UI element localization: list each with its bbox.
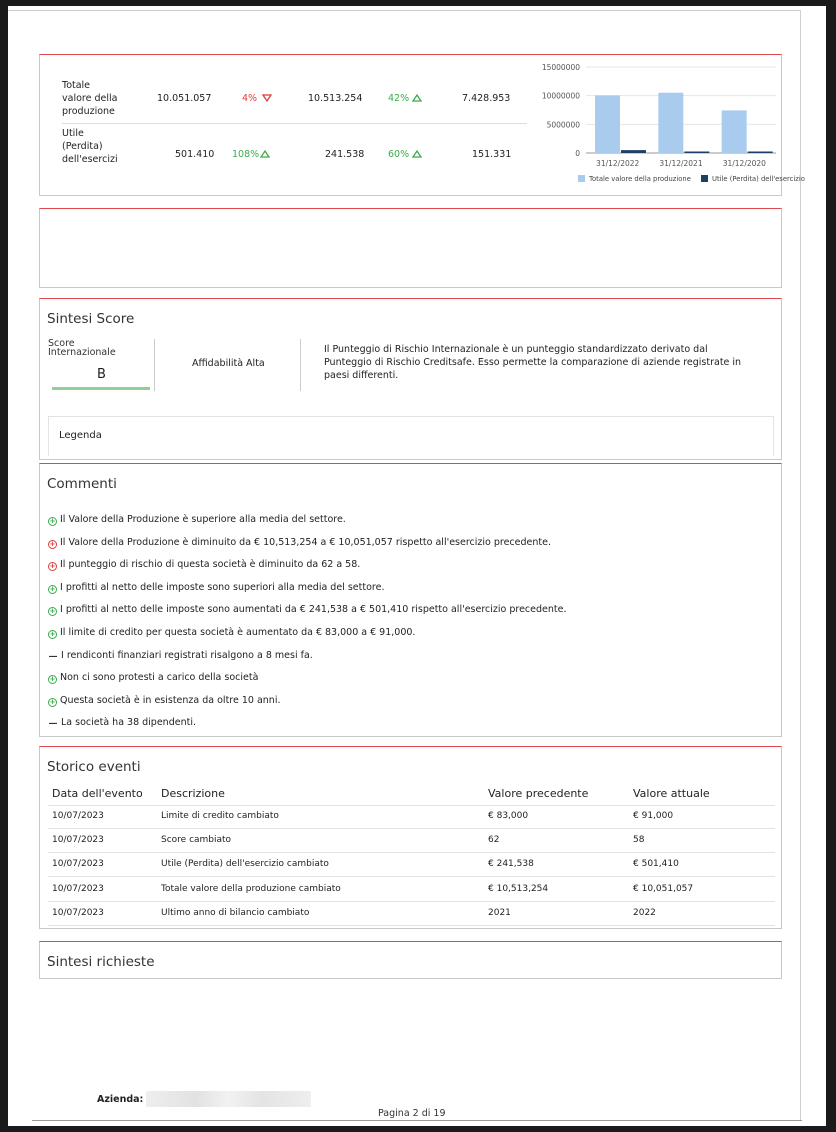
fin-value-2022: 10.051.057 xyxy=(157,93,212,104)
event-cell: Limite di credito cambiato xyxy=(161,811,279,821)
comment-text: Il limite di credito per questa società è aumentato da € 83,000 a € 91,000. xyxy=(60,627,416,638)
column-header: Descrizione xyxy=(161,787,225,800)
fin-label-line: Utile xyxy=(62,128,84,139)
comment-item xyxy=(48,537,551,549)
event-cell: 58 xyxy=(633,835,645,846)
comment-text: I profitti al netto delle imposte sono superiori alla media del settore. xyxy=(60,581,385,593)
bar-profit xyxy=(684,152,709,154)
fin-pct-2: 60% xyxy=(388,149,410,160)
trend-down-icon xyxy=(262,94,272,102)
fin-pct-1: 4% xyxy=(242,93,258,104)
divider xyxy=(300,339,301,391)
column-header: Data dell'evento xyxy=(52,787,143,800)
positive-icon: + xyxy=(49,675,56,684)
fin-pct-1: 108% xyxy=(232,149,260,160)
fin-row-production xyxy=(62,79,532,123)
comment-item xyxy=(48,514,346,526)
comment-item xyxy=(48,717,196,728)
comment-item xyxy=(48,672,258,684)
empty-panel xyxy=(39,208,782,288)
section-title: Sintesi Score xyxy=(47,311,135,327)
event-cell: Utile (Perdita) dell'esercizio cambiato xyxy=(161,859,329,870)
legend-label: Legenda xyxy=(59,430,102,441)
legend-label: Utile (Perdita) dell'esercizio xyxy=(712,175,805,183)
event-cell: Totale valore della produzione cambiato xyxy=(161,883,341,894)
y-tick-label: 5000000 xyxy=(546,120,580,130)
x-tick-label: 31/12/2022 xyxy=(596,159,640,168)
financial-bar-chart xyxy=(518,59,805,191)
score-indicator-bar xyxy=(52,387,150,390)
comment-item xyxy=(48,695,280,707)
positive-icon: + xyxy=(49,697,56,706)
fin-value-2021: 241.538 xyxy=(325,149,365,160)
row-divider xyxy=(48,828,775,829)
comment-text: Il punteggio di rischio di questa società è diminuito da 62 a 58. xyxy=(60,559,361,571)
comment-text: I profitti al netto delle imposte sono aumentati da € 241,538 a € 501,410 rispetto all'esercizio precedente. xyxy=(60,604,567,616)
score-label: Score Internazionale xyxy=(48,338,116,358)
page-top-border xyxy=(8,10,800,11)
fin-value-2022: 501.410 xyxy=(175,149,215,160)
comment-item xyxy=(48,627,415,639)
event-cell: Score cambiato xyxy=(161,835,232,846)
comment-text: I rendiconti finanziari registrati risalgono a 8 mesi fa. xyxy=(61,649,313,661)
requests-summary-panel xyxy=(39,941,782,979)
negative-icon: + xyxy=(49,562,56,571)
event-cell: 10/07/2023 xyxy=(52,883,104,894)
trend-up-icon xyxy=(412,150,422,158)
page-number: Pagina 2 di 19 xyxy=(378,1108,446,1119)
legend-swatch-production xyxy=(578,175,585,182)
event-cell: € 10,513,254 xyxy=(488,883,549,894)
bar-production xyxy=(658,93,683,153)
neutral-dash-icon: — xyxy=(48,719,58,730)
bar-profit xyxy=(748,152,773,154)
bar-production xyxy=(595,95,620,153)
fin-row-label xyxy=(62,79,117,118)
event-cell: 10/07/2023 xyxy=(52,859,104,870)
event-cell: € 83,000 xyxy=(488,811,529,821)
legend-toggle[interactable] xyxy=(48,416,774,456)
fin-label-line: dell'esercizi xyxy=(62,154,118,165)
event-cell: Ultimo anno di bilancio cambiato xyxy=(161,907,310,918)
score-value: B xyxy=(97,367,106,382)
event-cell: 2022 xyxy=(633,907,656,918)
footer-rule xyxy=(32,1120,802,1121)
comments-panel xyxy=(39,463,782,737)
y-tick-label: 15000000 xyxy=(541,63,580,72)
redacted-company-name xyxy=(146,1091,311,1107)
y-tick-label: 10000000 xyxy=(541,91,580,101)
event-cell: € 241,538 xyxy=(488,859,534,870)
event-cell: 10/07/2023 xyxy=(52,835,104,846)
fin-row-profit xyxy=(62,127,532,171)
row-divider xyxy=(48,876,775,877)
positive-icon: + xyxy=(49,630,56,638)
fin-label-line: valore della xyxy=(62,93,118,104)
negative-icon: + xyxy=(49,539,56,548)
x-tick-label: 31/12/2021 xyxy=(659,159,703,168)
event-cell: 10/07/2023 xyxy=(52,907,104,918)
section-title: Storico eventi xyxy=(47,759,141,775)
comment-item xyxy=(48,559,360,571)
trend-up-icon xyxy=(260,150,270,158)
fin-value-2021: 10.513.254 xyxy=(308,93,363,104)
fin-value-2020: 151.331 xyxy=(472,149,512,160)
comment-item xyxy=(48,650,313,661)
fin-pct-2: 42% xyxy=(388,93,410,104)
x-tick-label: 31/12/2020 xyxy=(722,159,766,168)
row-divider xyxy=(48,925,775,926)
bar-profit xyxy=(621,150,646,153)
event-history-panel xyxy=(39,746,782,929)
comment-text: Il Valore della Produzione è superiore alla media del settore. xyxy=(60,514,346,525)
divider xyxy=(154,339,155,391)
fin-label-line: Totale xyxy=(62,80,91,91)
comment-text: Questa società è in esistenza da oltre 10 anni. xyxy=(60,694,281,706)
row-divider xyxy=(48,901,775,902)
score-summary-panel xyxy=(39,298,782,460)
positive-icon: + xyxy=(49,584,56,593)
comment-text: La società ha 38 dipendenti. xyxy=(61,717,196,729)
comment-text: Non ci sono protesti a carico della società xyxy=(60,672,259,684)
y-tick-label: 0 xyxy=(575,149,580,158)
trend-up-icon xyxy=(412,94,422,102)
section-title: Sintesi richieste xyxy=(47,954,155,970)
section-title: Commenti xyxy=(47,476,117,492)
column-header: Valore attuale xyxy=(633,787,710,800)
reliability-label: Affidabilità Alta xyxy=(192,358,265,369)
column-header: Valore precedente xyxy=(488,787,589,800)
row-divider xyxy=(48,852,775,853)
fin-label-line: produzione xyxy=(62,106,115,117)
event-cell: 2021 xyxy=(488,907,511,918)
fin-value-2020: 7.428.953 xyxy=(462,93,511,104)
row-divider xyxy=(48,805,775,806)
financial-summary-panel xyxy=(39,54,805,196)
legend-label: Totale valore della produzione xyxy=(589,175,691,183)
comment-text: Il Valore della Produzione è diminuito da € 10,513,254 a € 10,051,057 rispetto all'esercizio precedente. xyxy=(60,536,551,548)
score-description: Il Punteggio di Rischio Internazionale è un punteggio standardizzato derivato dal Punteggio di Rischio Creditsafe. Esso permette la comparazione di aziende registrate in paesi differenti. xyxy=(324,344,742,381)
neutral-dash-icon: — xyxy=(48,651,58,662)
comment-item xyxy=(48,582,384,594)
fin-label-line: (Perdita) xyxy=(62,141,103,152)
bar-production xyxy=(722,110,747,153)
fin-row-separator xyxy=(62,123,527,124)
event-cell: € 10,051,057 xyxy=(633,883,694,894)
positive-icon: + xyxy=(49,517,56,525)
report-page xyxy=(8,6,826,1126)
positive-icon: + xyxy=(49,607,56,616)
event-cell: € 501,410 xyxy=(633,859,679,870)
legend-swatch-profit xyxy=(701,175,708,182)
event-cell: 62 xyxy=(488,835,500,846)
fin-row-label xyxy=(62,127,118,166)
footer-company-label: Azienda: xyxy=(97,1094,144,1105)
comment-item xyxy=(48,604,566,616)
event-cell: 10/07/2023 xyxy=(52,811,104,821)
event-cell: € 91,000 xyxy=(633,811,674,821)
